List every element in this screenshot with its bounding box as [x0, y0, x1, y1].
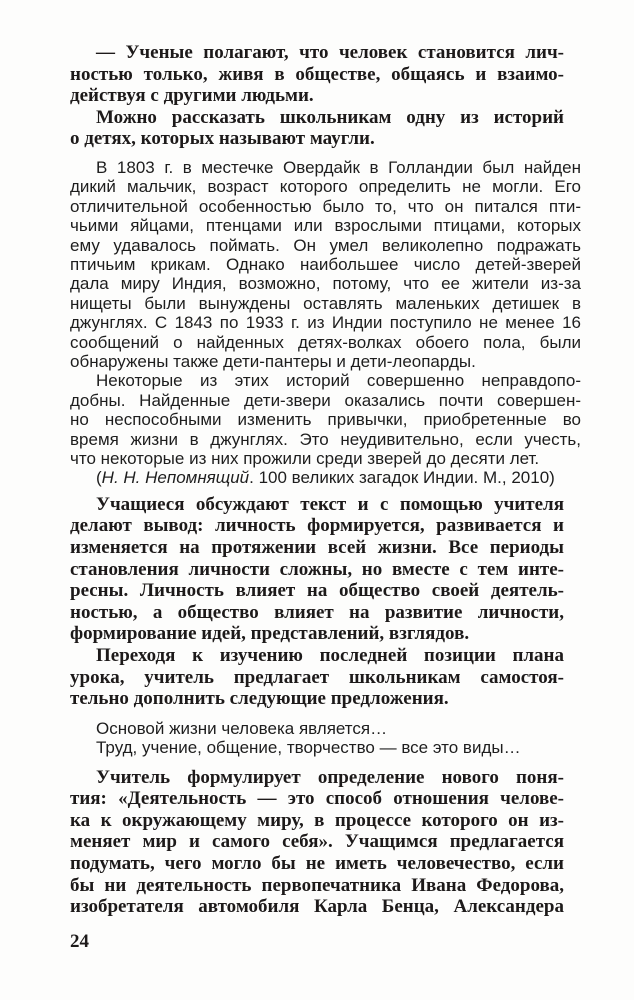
text-line: бы ни деятельность первопечатника Ивана Федорова,	[70, 874, 564, 896]
intro-paragraph-1	[70, 42, 564, 107]
text-line: формирование идей, представлений, взглядов.	[70, 623, 470, 645]
attribution-text: . 100 великих загадок Индии. М., 2010)	[249, 468, 555, 488]
text-line: меняет мир и самого себя». Учащимся предлагается	[70, 831, 564, 853]
text-line: ресны. Личность влияет на общество своей деятель-	[70, 580, 564, 602]
text-line: о детях, которых называют маугли.	[70, 128, 375, 150]
text-line: Можно рассказать школьникам одну из историй	[96, 106, 564, 128]
text-line: птичьим крикам. Однако наибольшее число детей-зверей	[70, 255, 581, 274]
quote-paragraph-2	[70, 371, 581, 468]
text-line	[70, 468, 581, 487]
text-line: что некоторые из них прожили среди зверей до десяти лет.	[70, 449, 540, 469]
text-line: Учитель формулирует определение нового поня-	[96, 766, 564, 788]
text-line: изменяется на протяжении всей жизни. Все периоды	[70, 537, 564, 559]
text-line: Переходя к изучению последней позиции плана	[96, 645, 564, 667]
intro-paragraph-2	[70, 107, 564, 150]
text-line: тельно дополнить следующие предложения.	[70, 688, 449, 710]
text-line: джунглях. С 1843 по 1933 г. из Индии поступило не менее 16	[70, 313, 581, 333]
text-line: — Ученые полагают, что человек становится лич-	[96, 42, 564, 63]
text-line: Труд, учение, общение, творчество — все это виды…	[96, 738, 521, 758]
text-line: Учащиеся обсуждают текст и с помощью учителя	[96, 493, 564, 515]
text-line: ка к окружающему миру, в процессе которого он из-	[70, 809, 564, 831]
text-line: нищеты были вынуждены оставлять маленьких детишек в	[70, 293, 581, 313]
body-paragraph-3	[70, 767, 564, 918]
text-line: действуя с другими людьми.	[70, 85, 314, 107]
text-line: время жизни в джунглях. Это неудивительно, если учесть,	[70, 429, 581, 449]
exercise-line-2	[70, 738, 581, 757]
text-column	[70, 0, 634, 953]
quote-attribution	[70, 468, 581, 487]
text-line: добны. Найденные дети-звери оказались почти совершен-	[70, 390, 581, 410]
attribution-author: Н. Н. Непомнящий	[101, 468, 250, 488]
body-paragraph-2	[70, 645, 564, 710]
text-line: но неспособными изменить привычки, приобретенные во	[70, 410, 581, 430]
text-line: ему удавалось поймать. Он умел великолепно подражать	[70, 235, 581, 255]
text-line: В 1803 г. в местечке Овердайк в Голландии был найден	[96, 157, 581, 177]
attribution-text: (	[96, 468, 102, 488]
body-paragraph-1	[70, 494, 564, 645]
text-line: становления личности сложны, но вместе с тем инте-	[70, 558, 564, 580]
quote-paragraph-1	[70, 158, 581, 371]
text-line: дикий мальчик, возраст которого определить не могли. Его	[70, 177, 581, 197]
text-line: ностью, а общество влияет на развитие личности,	[70, 601, 564, 623]
text-line: Некоторые из этих историй совершенно неправдопо-	[96, 371, 581, 391]
text-line: сообщений о найденных детях-волках обоего пола, были	[70, 332, 581, 352]
text-line: урока, учитель предлагает школьникам самостоя-	[70, 666, 564, 688]
text-line: чьими яйцами, птенцами или взрослыми птицами, которых	[70, 216, 581, 236]
text-line: дала миру Индия, возможно, потому, что ее жители из-за	[70, 274, 581, 294]
page-number: 24	[70, 930, 89, 952]
text-line: подумать, чего могло бы не иметь человечество, если	[70, 853, 564, 874]
text-line: отличительной особенностью было то, что он питался пти-	[70, 196, 581, 216]
text-line: обнаружены также дети-пантеры и дети-леопарды.	[70, 352, 476, 372]
text-line: ностью только, живя в обществе, общаясь и взаимо-	[70, 63, 564, 85]
text-line: делают вывод: личность формируется, развивается и	[70, 515, 564, 537]
text-line: изобретателя автомобиля Карла Бенца, Александера	[70, 896, 564, 918]
text-line: Основой жизни человека является…	[96, 718, 388, 738]
exercise-line-1	[70, 719, 581, 738]
text-line: тия: «Деятельность — это способ отношения челове-	[70, 788, 564, 810]
